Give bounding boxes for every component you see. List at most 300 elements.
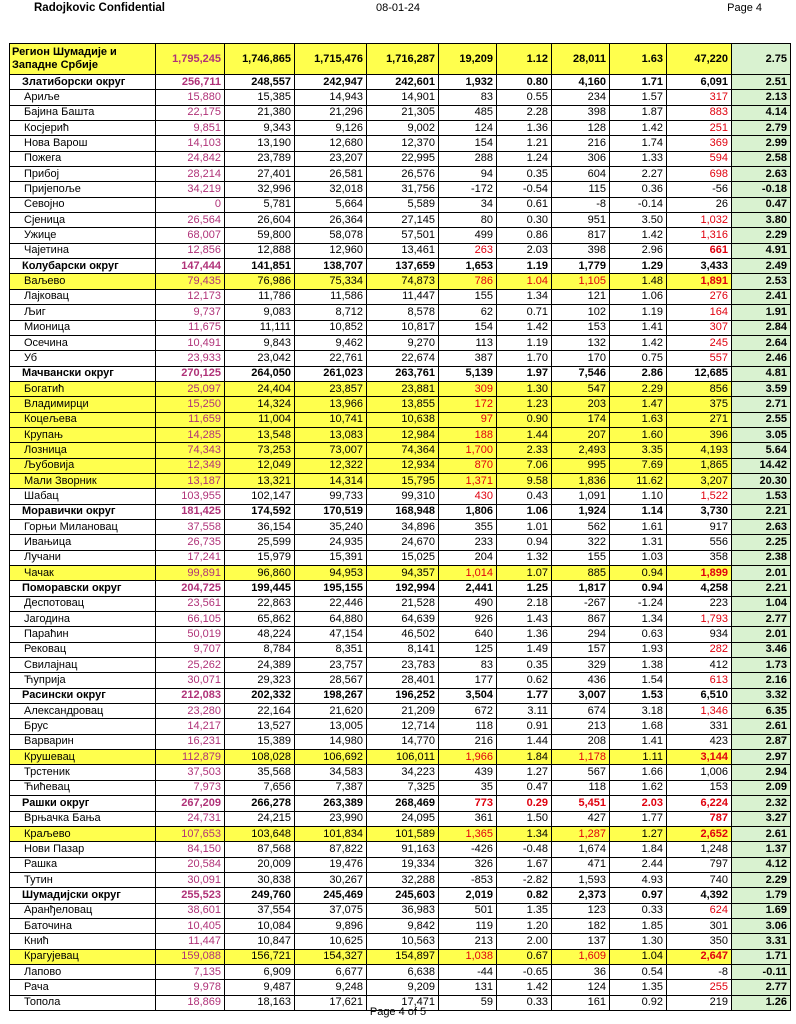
cell-col-6: 0.82 xyxy=(497,888,552,903)
cell-col-8: 1.29 xyxy=(610,259,667,274)
cell-col-1: 7,973 xyxy=(156,780,225,795)
cell-col-7: 1,924 xyxy=(552,504,610,519)
cell-col-10: 2.94 xyxy=(732,765,791,780)
cell-col-5: 786 xyxy=(439,274,497,289)
cell-col-7: 1,779 xyxy=(552,259,610,274)
cell-col-8: 1.71 xyxy=(610,75,667,90)
cell-col-4: 12,714 xyxy=(367,719,439,734)
cell-col-3: 23,207 xyxy=(295,151,367,166)
cell-col-5: 773 xyxy=(439,796,497,811)
cell-col-1: 267,209 xyxy=(156,796,225,811)
cell-col-9: 1,891 xyxy=(667,274,732,289)
cell-col-10: 2.25 xyxy=(732,535,791,550)
cell-col-2: 23,042 xyxy=(225,351,295,366)
cell-col-2: 73,253 xyxy=(225,443,295,458)
cell-col-7: 2,373 xyxy=(552,888,610,903)
cell-col-5: 672 xyxy=(439,704,497,719)
cell-col-2: 35,568 xyxy=(225,765,295,780)
row-name: Златиборски округ xyxy=(10,75,156,90)
cell-col-10: 2.16 xyxy=(732,673,791,688)
cell-col-1: 23,933 xyxy=(156,351,225,366)
cell-col-10: 2.01 xyxy=(732,566,791,581)
cell-col-7: 674 xyxy=(552,704,610,719)
table-row xyxy=(10,351,791,366)
cell-col-10: 4.81 xyxy=(732,366,791,381)
cell-col-7: 951 xyxy=(552,213,610,228)
cell-col-1: 79,435 xyxy=(156,274,225,289)
header-left-title: Radojkovic Confidential xyxy=(34,2,165,14)
table-row xyxy=(10,750,791,765)
cell-col-4: 34,223 xyxy=(367,765,439,780)
cell-col-5: 172 xyxy=(439,397,497,412)
cell-col-2: 24,389 xyxy=(225,658,295,673)
cell-col-8: 0.63 xyxy=(610,627,667,642)
cell-col-8: 1.85 xyxy=(610,918,667,933)
row-name: Љубовија xyxy=(10,458,156,473)
cell-col-6: 1.77 xyxy=(497,688,552,703)
row-name: Прибој xyxy=(10,167,156,182)
cell-col-4: 28,401 xyxy=(367,673,439,688)
cell-col-10: 2.38 xyxy=(732,550,791,565)
cell-col-9: 1,248 xyxy=(667,842,732,857)
cell-col-6: 1.30 xyxy=(497,381,552,396)
cell-col-8: 0.36 xyxy=(610,182,667,197)
cell-col-3: 11,586 xyxy=(295,289,367,304)
row-name: Рача xyxy=(10,980,156,995)
cell-col-2: 59,800 xyxy=(225,228,295,243)
cell-col-7: 3,007 xyxy=(552,688,610,703)
cell-col-6: 1.12 xyxy=(497,44,552,75)
cell-col-10: 1.69 xyxy=(732,903,791,918)
cell-col-1: 16,231 xyxy=(156,734,225,749)
cell-col-7: 1,105 xyxy=(552,274,610,289)
row-name: Лучани xyxy=(10,550,156,565)
cell-col-3: 23,990 xyxy=(295,811,367,826)
table-row xyxy=(10,427,791,442)
cell-col-9: 624 xyxy=(667,903,732,918)
cell-col-6: 1.35 xyxy=(497,903,552,918)
cell-col-2: 10,084 xyxy=(225,918,295,933)
cell-col-3: 87,822 xyxy=(295,842,367,857)
cell-col-4: 64,639 xyxy=(367,612,439,627)
cell-col-9: 47,220 xyxy=(667,44,732,75)
cell-col-3: 195,155 xyxy=(295,581,367,596)
cell-col-1: 9,737 xyxy=(156,305,225,320)
cell-col-9: 613 xyxy=(667,673,732,688)
cell-col-7: 115 xyxy=(552,182,610,197)
cell-col-3: 106,692 xyxy=(295,750,367,765)
cell-col-2: 15,385 xyxy=(225,90,295,105)
row-name: Севојно xyxy=(10,197,156,212)
cell-col-8: 0.92 xyxy=(610,995,667,1010)
cell-col-8: 0.94 xyxy=(610,581,667,596)
table-row xyxy=(10,151,791,166)
cell-col-8: 11.62 xyxy=(610,473,667,488)
cell-col-10: 2.41 xyxy=(732,289,791,304)
cell-col-9: 6,091 xyxy=(667,75,732,90)
row-name: Косјерић xyxy=(10,121,156,136)
cell-col-8: 2.86 xyxy=(610,366,667,381)
cell-col-6: 0.71 xyxy=(497,305,552,320)
district-row xyxy=(10,581,791,596)
cell-col-10: 4.14 xyxy=(732,105,791,120)
cell-col-7: 817 xyxy=(552,228,610,243)
cell-col-1: 25,262 xyxy=(156,658,225,673)
cell-col-10: 1.71 xyxy=(732,949,791,964)
cell-col-6: 0.43 xyxy=(497,489,552,504)
cell-col-1: 1,795,245 xyxy=(156,44,225,75)
cell-col-10: 2.53 xyxy=(732,274,791,289)
cell-col-6: 0.33 xyxy=(497,995,552,1010)
row-name: Топола xyxy=(10,995,156,1010)
cell-col-8: 1.33 xyxy=(610,151,667,166)
cell-col-7: 203 xyxy=(552,397,610,412)
cell-col-1: 37,558 xyxy=(156,519,225,534)
cell-col-1: 20,584 xyxy=(156,857,225,872)
cell-col-2: 12,049 xyxy=(225,458,295,473)
cell-col-6: 3.11 xyxy=(497,704,552,719)
cell-col-5: 131 xyxy=(439,980,497,995)
cell-col-10: 2.97 xyxy=(732,750,791,765)
cell-col-7: 398 xyxy=(552,105,610,120)
row-name: Осечина xyxy=(10,335,156,350)
cell-col-4: 154,897 xyxy=(367,949,439,964)
table-row xyxy=(10,443,791,458)
cell-col-3: 30,267 xyxy=(295,872,367,887)
cell-col-6: -0.65 xyxy=(497,964,552,979)
cell-col-5: 188 xyxy=(439,427,497,442)
cell-col-3: 26,364 xyxy=(295,213,367,228)
table-row xyxy=(10,980,791,995)
cell-col-1: 9,978 xyxy=(156,980,225,995)
cell-col-1: 9,851 xyxy=(156,121,225,136)
cell-col-7: 121 xyxy=(552,289,610,304)
cell-col-5: 1,806 xyxy=(439,504,497,519)
cell-col-2: 11,004 xyxy=(225,412,295,427)
cell-col-4: 14,901 xyxy=(367,90,439,105)
cell-col-9: 698 xyxy=(667,167,732,182)
cell-col-6: 1.70 xyxy=(497,351,552,366)
cell-col-5: 490 xyxy=(439,596,497,611)
cell-col-4: 9,209 xyxy=(367,980,439,995)
cell-col-5: 439 xyxy=(439,765,497,780)
cell-col-8: 7.69 xyxy=(610,458,667,473)
cell-col-5: -853 xyxy=(439,872,497,887)
cell-col-6: 1.25 xyxy=(497,581,552,596)
cell-col-3: 12,960 xyxy=(295,243,367,258)
table-row xyxy=(10,811,791,826)
table-row xyxy=(10,289,791,304)
cell-col-3: 1,715,476 xyxy=(295,44,367,75)
cell-col-7: 398 xyxy=(552,243,610,258)
cell-col-5: 326 xyxy=(439,857,497,872)
table-row xyxy=(10,121,791,136)
cell-col-2: 36,154 xyxy=(225,519,295,534)
cell-col-1: 38,601 xyxy=(156,903,225,918)
cell-col-5: -44 xyxy=(439,964,497,979)
cell-col-10: 3.59 xyxy=(732,381,791,396)
cell-col-4: 26,576 xyxy=(367,167,439,182)
cell-col-3: 14,980 xyxy=(295,734,367,749)
cell-col-6: 0.35 xyxy=(497,167,552,182)
cell-col-4: 24,670 xyxy=(367,535,439,550)
table-row xyxy=(10,842,791,857)
cell-col-2: 9,343 xyxy=(225,121,295,136)
cell-col-6: 1.49 xyxy=(497,642,552,657)
table-row xyxy=(10,458,791,473)
cell-col-6: 0.30 xyxy=(497,213,552,228)
cell-col-5: 119 xyxy=(439,918,497,933)
cell-col-7: 123 xyxy=(552,903,610,918)
cell-col-5: 870 xyxy=(439,458,497,473)
cell-col-3: 9,248 xyxy=(295,980,367,995)
cell-col-7: 427 xyxy=(552,811,610,826)
cell-col-2: 9,487 xyxy=(225,980,295,995)
row-name: Нова Варош xyxy=(10,136,156,151)
cell-col-4: 268,469 xyxy=(367,796,439,811)
cell-col-8: 3.35 xyxy=(610,443,667,458)
cell-col-4: 10,817 xyxy=(367,320,439,335)
cell-col-4: 14,770 xyxy=(367,734,439,749)
cell-col-3: 13,083 xyxy=(295,427,367,442)
table-row xyxy=(10,213,791,228)
cell-col-2: 1,746,865 xyxy=(225,44,295,75)
cell-col-1: 12,856 xyxy=(156,243,225,258)
cell-col-1: 204,725 xyxy=(156,581,225,596)
cell-col-7: 471 xyxy=(552,857,610,872)
cell-col-6: 1.24 xyxy=(497,151,552,166)
row-name: Владимирци xyxy=(10,397,156,412)
cell-col-5: 113 xyxy=(439,335,497,350)
cell-col-1: 0 xyxy=(156,197,225,212)
cell-col-10: -0.18 xyxy=(732,182,791,197)
cell-col-8: 1.87 xyxy=(610,105,667,120)
cell-col-8: 1.30 xyxy=(610,934,667,949)
row-name: Крушевац xyxy=(10,750,156,765)
cell-col-6: 0.29 xyxy=(497,796,552,811)
cell-col-9: 245 xyxy=(667,335,732,350)
footer-page-count: Page 4 of 5 xyxy=(369,1006,427,1018)
cell-col-7: 155 xyxy=(552,550,610,565)
cell-col-9: 358 xyxy=(667,550,732,565)
cell-col-8: 1.57 xyxy=(610,90,667,105)
cell-col-1: 107,653 xyxy=(156,826,225,841)
cell-col-7: 1,091 xyxy=(552,489,610,504)
cell-col-5: 2,441 xyxy=(439,581,497,596)
cell-col-6: 0.80 xyxy=(497,75,552,90)
cell-col-6: -2.82 xyxy=(497,872,552,887)
cell-col-3: 12,680 xyxy=(295,136,367,151)
cell-col-8: 1.42 xyxy=(610,228,667,243)
cell-col-9: 6,224 xyxy=(667,796,732,811)
cell-col-8: 1.19 xyxy=(610,305,667,320)
cell-col-1: 28,214 xyxy=(156,167,225,182)
row-name: Поморавски округ xyxy=(10,581,156,596)
cell-col-3: 7,387 xyxy=(295,780,367,795)
cell-col-1: 12,173 xyxy=(156,289,225,304)
cell-col-7: 1,609 xyxy=(552,949,610,964)
table-row xyxy=(10,274,791,289)
cell-col-8: 0.97 xyxy=(610,888,667,903)
cell-col-8: 0.75 xyxy=(610,351,667,366)
cell-col-7: 213 xyxy=(552,719,610,734)
cell-col-7: 174 xyxy=(552,412,610,427)
cell-col-4: 8,578 xyxy=(367,305,439,320)
row-name: Чајетина xyxy=(10,243,156,258)
cell-col-7: 547 xyxy=(552,381,610,396)
cell-col-3: 22,761 xyxy=(295,351,367,366)
cell-col-5: 118 xyxy=(439,719,497,734)
cell-col-2: 5,781 xyxy=(225,197,295,212)
cell-col-2: 76,986 xyxy=(225,274,295,289)
cell-col-5: 83 xyxy=(439,658,497,673)
cell-col-1: 23,561 xyxy=(156,596,225,611)
cell-col-7: 216 xyxy=(552,136,610,151)
cell-col-2: 25,599 xyxy=(225,535,295,550)
cell-col-7: 1,836 xyxy=(552,473,610,488)
district-row xyxy=(10,688,791,703)
cell-col-7: 322 xyxy=(552,535,610,550)
cell-col-7: 4,160 xyxy=(552,75,610,90)
cell-col-5: -426 xyxy=(439,842,497,857)
cell-col-5: 216 xyxy=(439,734,497,749)
cell-col-1: 11,675 xyxy=(156,320,225,335)
cell-col-6: 0.47 xyxy=(497,780,552,795)
cell-col-1: 26,735 xyxy=(156,535,225,550)
cell-col-6: 2.00 xyxy=(497,934,552,949)
cell-col-2: 249,760 xyxy=(225,888,295,903)
cell-col-5: 124 xyxy=(439,121,497,136)
cell-col-10: 1.04 xyxy=(732,596,791,611)
cell-col-7: 208 xyxy=(552,734,610,749)
cell-col-2: 13,190 xyxy=(225,136,295,151)
cell-col-8: 1.63 xyxy=(610,44,667,75)
cell-col-10: 2.55 xyxy=(732,412,791,427)
cell-col-4: 12,984 xyxy=(367,427,439,442)
cell-col-9: 276 xyxy=(667,289,732,304)
row-name: Крагујевац xyxy=(10,949,156,964)
cell-col-3: 245,469 xyxy=(295,888,367,903)
cell-col-8: 1.41 xyxy=(610,734,667,749)
cell-col-9: 1,346 xyxy=(667,704,732,719)
cell-col-10: 3.31 xyxy=(732,934,791,949)
cell-col-1: 10,405 xyxy=(156,918,225,933)
cell-col-1: 24,731 xyxy=(156,811,225,826)
row-name: Расински округ xyxy=(10,688,156,703)
cell-col-10: 3.46 xyxy=(732,642,791,657)
cell-col-10: 2.71 xyxy=(732,397,791,412)
cell-col-2: 8,784 xyxy=(225,642,295,657)
cell-col-6: 7.06 xyxy=(497,458,552,473)
cell-col-6: 9.58 xyxy=(497,473,552,488)
cell-col-9: 301 xyxy=(667,918,732,933)
population-table xyxy=(9,43,791,1011)
cell-col-2: 199,445 xyxy=(225,581,295,596)
cell-col-5: 1,653 xyxy=(439,259,497,274)
cell-col-4: 21,305 xyxy=(367,105,439,120)
cell-col-1: 99,891 xyxy=(156,566,225,581)
table-row xyxy=(10,903,791,918)
cell-col-3: 47,154 xyxy=(295,627,367,642)
cell-col-8: 1.48 xyxy=(610,274,667,289)
cell-col-9: 2,647 xyxy=(667,949,732,964)
cell-col-6: 1.44 xyxy=(497,734,552,749)
row-name: Крупањ xyxy=(10,427,156,442)
cell-col-1: 10,491 xyxy=(156,335,225,350)
row-name: Бајина Башта xyxy=(10,105,156,120)
cell-col-1: 84,150 xyxy=(156,842,225,857)
cell-col-3: 26,581 xyxy=(295,167,367,182)
cell-col-10: 1.73 xyxy=(732,658,791,673)
cell-col-5: 154 xyxy=(439,136,497,151)
cell-col-4: 22,674 xyxy=(367,351,439,366)
row-name: Врњачка Бања xyxy=(10,811,156,826)
row-name: Ариље xyxy=(10,90,156,105)
cell-col-8: 1.11 xyxy=(610,750,667,765)
row-name: Пожега xyxy=(10,151,156,166)
cell-col-4: 168,948 xyxy=(367,504,439,519)
cell-col-9: 1,032 xyxy=(667,213,732,228)
cell-col-3: 21,620 xyxy=(295,704,367,719)
cell-col-3: 15,391 xyxy=(295,550,367,565)
cell-col-5: 155 xyxy=(439,289,497,304)
cell-col-6: 1.06 xyxy=(497,504,552,519)
cell-col-2: 37,554 xyxy=(225,903,295,918)
cell-col-4: 22,995 xyxy=(367,151,439,166)
table-row xyxy=(10,197,791,212)
row-name: Богатић xyxy=(10,381,156,396)
cell-col-8: 1.77 xyxy=(610,811,667,826)
cell-col-5: 177 xyxy=(439,673,497,688)
cell-col-8: 1.74 xyxy=(610,136,667,151)
cell-col-10: 14.42 xyxy=(732,458,791,473)
cell-col-2: 7,656 xyxy=(225,780,295,795)
cell-col-9: 251 xyxy=(667,121,732,136)
cell-col-6: 0.61 xyxy=(497,197,552,212)
cell-col-8: -0.14 xyxy=(610,197,667,212)
row-name: Ћуприја xyxy=(10,673,156,688)
cell-col-2: 13,321 xyxy=(225,473,295,488)
cell-col-1: 112,879 xyxy=(156,750,225,765)
cell-col-10: 2.61 xyxy=(732,719,791,734)
row-name: Мачвански округ xyxy=(10,366,156,381)
region-row xyxy=(10,44,791,75)
cell-col-4: 74,873 xyxy=(367,274,439,289)
cell-col-5: 94 xyxy=(439,167,497,182)
row-name: Александровац xyxy=(10,704,156,719)
table-row xyxy=(10,658,791,673)
cell-col-1: 147,444 xyxy=(156,259,225,274)
cell-col-3: 154,327 xyxy=(295,949,367,964)
cell-col-6: 0.55 xyxy=(497,90,552,105)
cell-col-2: 12,888 xyxy=(225,243,295,258)
cell-col-9: 375 xyxy=(667,397,732,412)
row-name: Рашки округ xyxy=(10,796,156,811)
cell-col-1: 159,088 xyxy=(156,949,225,964)
cell-col-7: 36 xyxy=(552,964,610,979)
row-name: Ивањица xyxy=(10,535,156,550)
cell-col-9: 3,207 xyxy=(667,473,732,488)
cell-col-7: 1,287 xyxy=(552,826,610,841)
cell-col-8: 1.04 xyxy=(610,949,667,964)
cell-col-8: 0.33 xyxy=(610,903,667,918)
cell-col-6: 1.42 xyxy=(497,320,552,335)
cell-col-10: 2.51 xyxy=(732,75,791,90)
table-row xyxy=(10,550,791,565)
cell-col-1: 11,659 xyxy=(156,412,225,427)
cell-col-4: 10,563 xyxy=(367,934,439,949)
row-name: Уб xyxy=(10,351,156,366)
